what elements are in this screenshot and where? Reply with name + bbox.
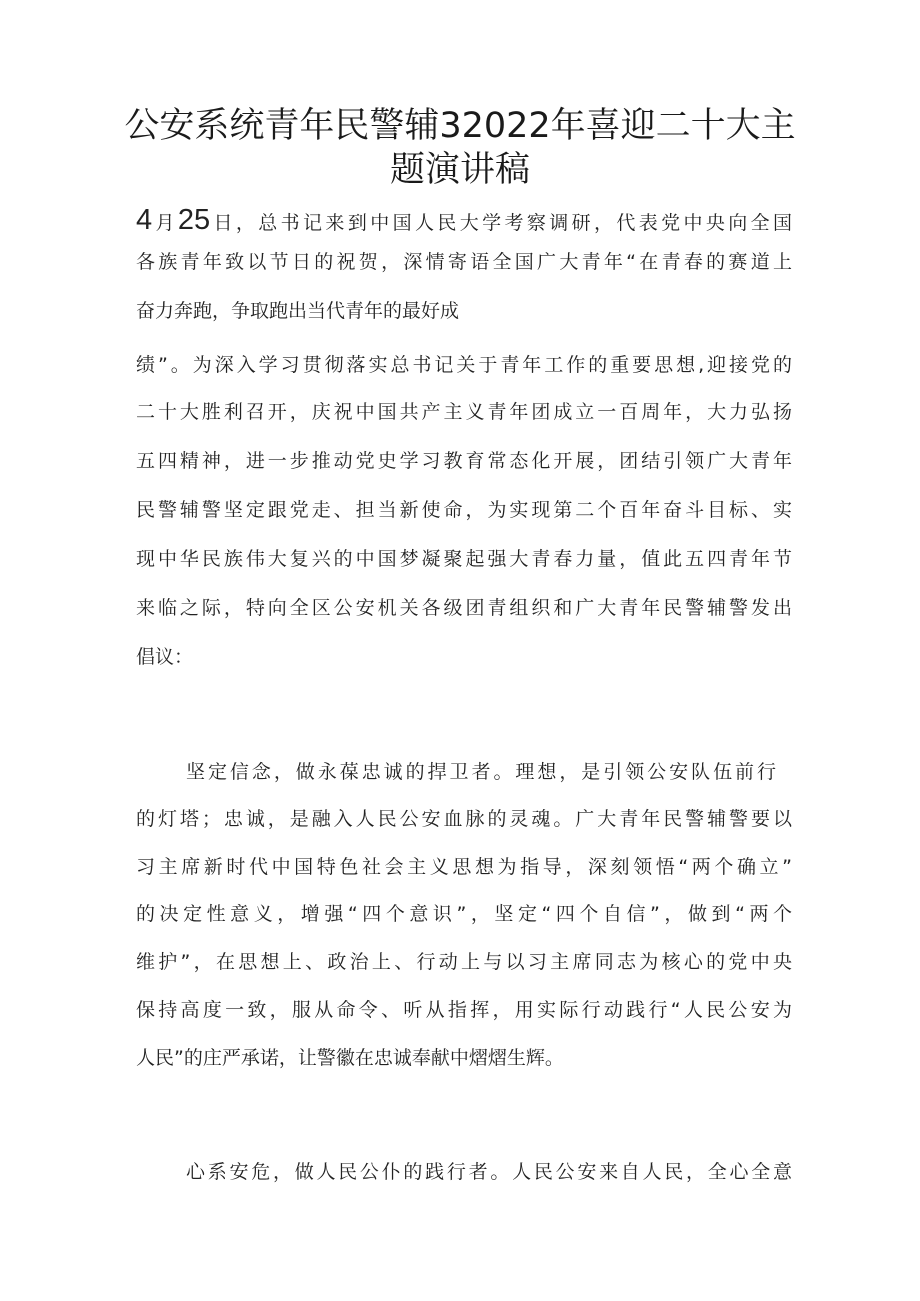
paragraph-1-line-8: 现中华民族伟大复兴的中国梦凝聚起强大青春力量，值此五四青年节 (136, 548, 792, 570)
paragraph-1-line-10: 倡议： (136, 646, 194, 668)
paragraph-1-line-9: 来临之际，特向全区公安机关各级团青组织和广大青年民警辅警发出 (136, 597, 792, 619)
paragraph-1-line-2: 各族青年致以节日的祝贺，深情寄语全国广大青年“在青春的赛道上 (136, 251, 792, 273)
paragraph-1-line-7: 民警辅警坚定跟党走、担当新使命，为实现第二个百年奋斗目标、实 (136, 499, 792, 521)
document-title-line-1: 公安系统青年民警辅32022年喜迎二十大主 (124, 106, 796, 146)
paragraph-1-lead-text: 日，总书记来到中国人民大学考察调研，代表党中央向全国 (210, 212, 792, 234)
paragraph-2-line-6: 保持高度一致，服从命令、听从指挥，用实际行动践行“人民公安为 (136, 999, 792, 1021)
document-title-line-2: 题演讲稿 (389, 150, 530, 190)
paragraph-3-line-1: 心系安危，做人民公仆的践行者。人民公安来自人民，全心全意 (186, 1161, 792, 1183)
paragraph-2-line-7: 人民”的庄严承诺，让警徽在忠诚奉献中熠熠生辉。 (136, 1047, 564, 1069)
paragraph-1-line-6: 五四精神，进一步推动党史学习教育常态化开展，团结引领广大青年 (136, 450, 792, 472)
paragraph-1-line-3: 奋力奔跑，争取跑出当代青年的最好成 (136, 300, 460, 322)
paragraph-2-line-5: 维护”，在思想上、政治上、行动上与以习主席同志为核心的党中央 (136, 951, 792, 973)
date-month-char: 月 (152, 212, 178, 234)
paragraph-2-line-1: 坚定信念，做永葆忠诚的捍卫者。理想，是引领公安队伍前行 (186, 761, 776, 783)
paragraph-2-line-3: 习主席新时代中国特色社会主义思想为指导，深刻领悟“两个确立” (136, 856, 792, 878)
date-day-number: 25 (177, 204, 211, 236)
date-month-number: 4 (136, 204, 153, 236)
paragraph-2-line-4: 的决定性意义，增强“四个意识”，坚定“四个自信”，做到“两个 (136, 903, 792, 925)
paragraph-2-line-2: 的灯塔；忠诚，是融入人民公安血脉的灵魂。广大青年民警辅警要以 (136, 808, 792, 830)
paragraph-1-line-1 (136, 202, 792, 241)
paragraph-1-line-4: 绩”。为深入学习贯彻落实总书记关于青年工作的重要思想,迎接党的 (136, 354, 792, 376)
paragraph-1-line-5: 二十大胜利召开，庆祝中国共产主义青年团成立一百周年，大力弘扬 (136, 401, 792, 423)
